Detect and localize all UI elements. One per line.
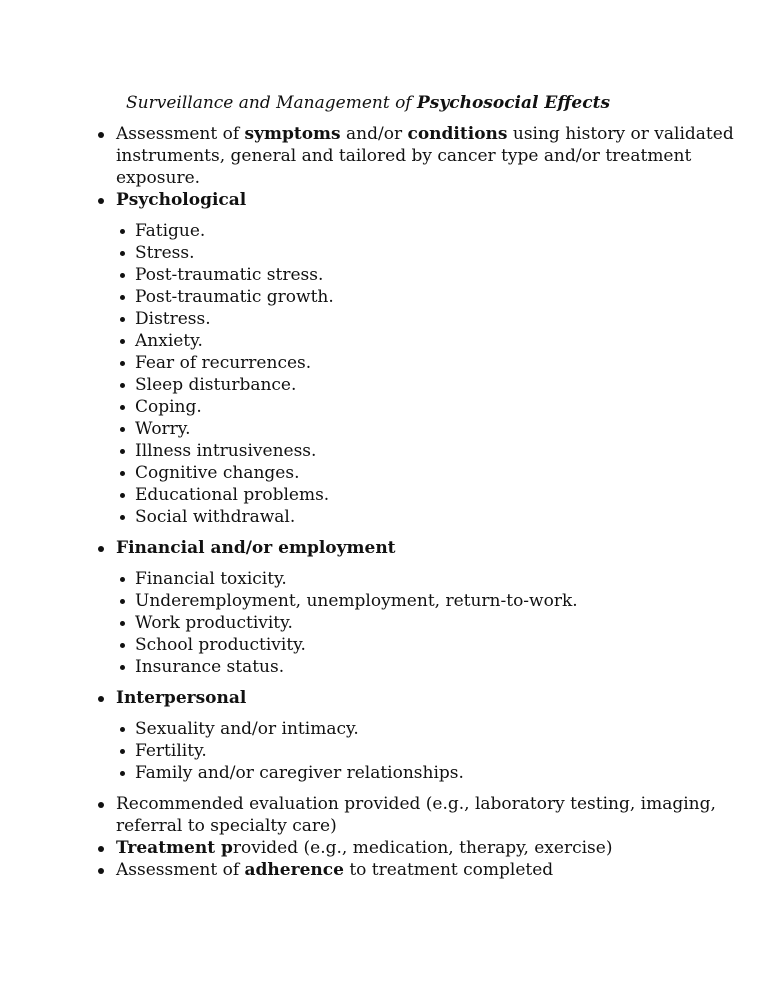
list-item: Insurance status. bbox=[116, 656, 734, 678]
psychological-sub-list bbox=[116, 220, 734, 528]
list-item: Fatigue. bbox=[116, 220, 734, 242]
assessment-text-post: using history or validated instruments, general and tailored by cancer type and/or treatment exposure. bbox=[116, 124, 734, 188]
bullet-adherence bbox=[94, 859, 734, 881]
list-item: Distress. bbox=[116, 308, 734, 330]
financial-sub-list bbox=[116, 568, 734, 678]
bullet-financial bbox=[94, 537, 734, 678]
title-emphasis: Psychosocial Effects bbox=[417, 93, 611, 113]
list-item: Post-traumatic growth. bbox=[116, 286, 734, 308]
list-item: Post-traumatic stress. bbox=[116, 264, 734, 286]
bullet-assessment bbox=[94, 123, 734, 189]
interpersonal-sub-list bbox=[116, 718, 734, 784]
adherence-bold: adherence bbox=[244, 860, 344, 880]
list-item: Fear of recurrences. bbox=[116, 352, 734, 374]
list-item: Fertility. bbox=[116, 740, 734, 762]
adherence-pre: Assessment of bbox=[116, 860, 245, 880]
list-item: Underemployment, unemployment, return-to-work. bbox=[116, 590, 734, 612]
psychological-heading: Psychological bbox=[116, 190, 247, 210]
assessment-text-mid: and/or bbox=[340, 124, 408, 144]
list-item: Coping. bbox=[116, 396, 734, 418]
bullet-psychological bbox=[94, 189, 734, 528]
assessment-symptoms-bold: symptoms bbox=[244, 124, 341, 144]
list-item: Sexuality and/or intimacy. bbox=[116, 718, 734, 740]
assessment-text-pre: Assessment of bbox=[116, 124, 245, 144]
list-item: Family and/or caregiver relationships. bbox=[116, 762, 734, 784]
list-item: Illness intrusiveness. bbox=[116, 440, 734, 462]
list-item: Work productivity. bbox=[116, 612, 734, 634]
main-bullet-list bbox=[94, 123, 734, 881]
bullet-interpersonal bbox=[94, 687, 734, 784]
treatment-bold: Treatment p bbox=[116, 838, 233, 858]
page-title bbox=[126, 92, 610, 114]
assessment-conditions-bold: conditions bbox=[407, 124, 508, 144]
list-item: Stress. bbox=[116, 242, 734, 264]
list-item: Anxiety. bbox=[116, 330, 734, 352]
bullet-treatment bbox=[94, 837, 734, 859]
treatment-rest: rovided (e.g., medication, therapy, exercise) bbox=[232, 838, 613, 858]
list-item: Social withdrawal. bbox=[116, 506, 734, 528]
list-item: Sleep disturbance. bbox=[116, 374, 734, 396]
list-item: Educational problems. bbox=[116, 484, 734, 506]
financial-heading: Financial and/or employment bbox=[116, 538, 396, 558]
list-item: School productivity. bbox=[116, 634, 734, 656]
list-item: Cognitive changes. bbox=[116, 462, 734, 484]
interpersonal-heading: Interpersonal bbox=[116, 688, 247, 708]
list-item: Financial toxicity. bbox=[116, 568, 734, 590]
adherence-post: to treatment completed bbox=[343, 860, 554, 880]
bullet-evaluation: Recommended evaluation provided (e.g., laboratory testing, imaging, referral to specialty care) bbox=[94, 793, 734, 837]
title-prefix: Surveillance and Management of bbox=[126, 93, 418, 113]
list-item: Worry. bbox=[116, 418, 734, 440]
